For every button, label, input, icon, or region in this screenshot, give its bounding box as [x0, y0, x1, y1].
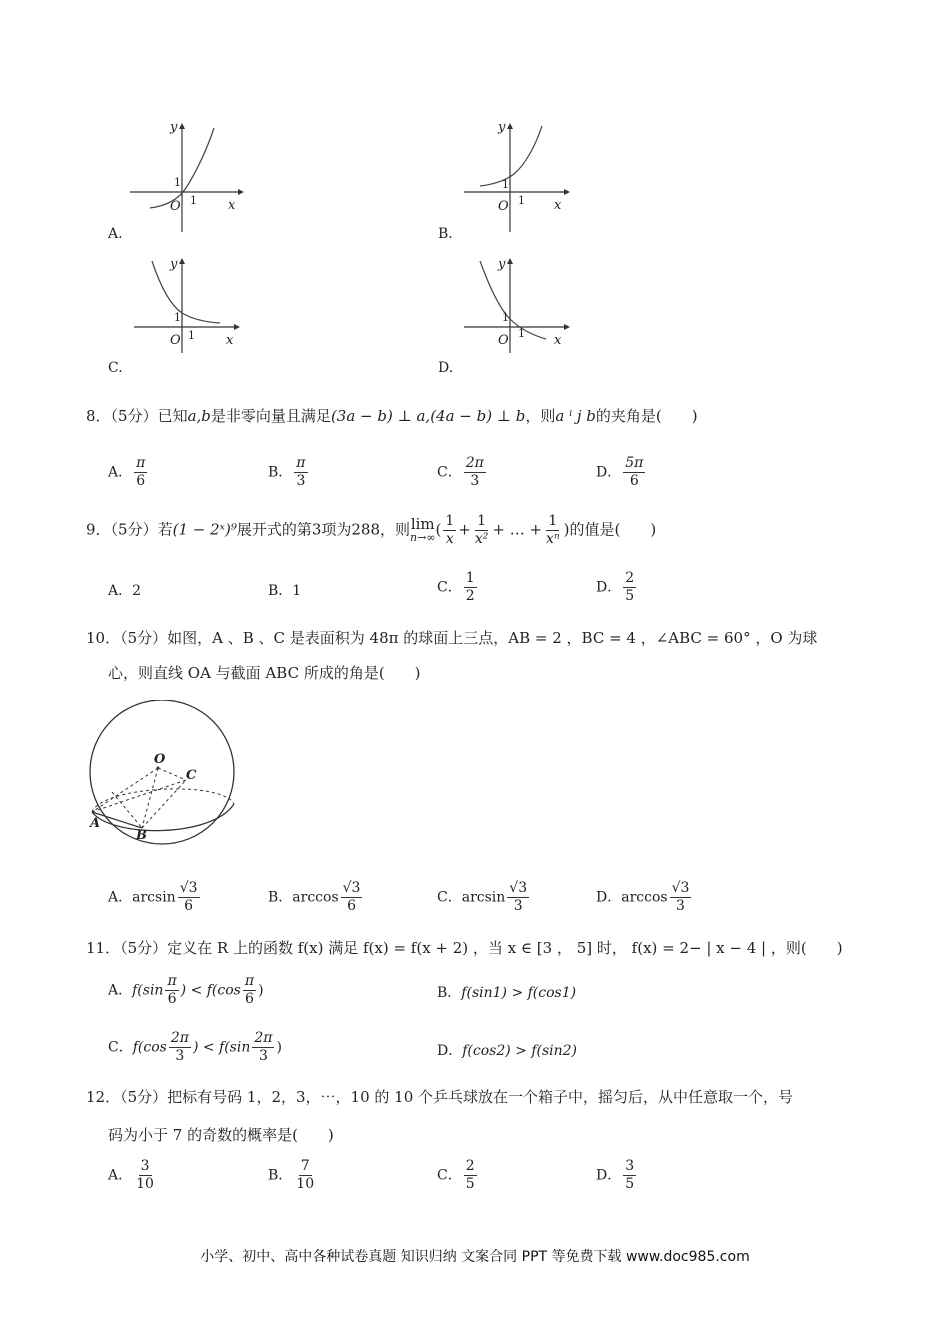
origin-label: O — [498, 333, 509, 348]
x-axis-label: x — [226, 333, 234, 348]
origin-label: O — [498, 199, 509, 214]
y-one-label: 1 — [174, 176, 181, 189]
q10-option-b: B．arccos $\frac{√3}{6}$ — [268, 880, 361, 914]
question-10-line2: 心，则直线 OA 与截面 ABC 所成的角是( ) — [108, 664, 421, 682]
question-12-line1: 12．（5分）把标有号码 1，2，3，⋯，10 的 10 个乒乓球放在一个箱子中，摇匀后，从中任意取一个，号 — [86, 1088, 794, 1106]
y-axis-label: y — [170, 120, 178, 135]
q12-option-c: C． $\frac{2}{5}$ — [437, 1158, 475, 1192]
graph-d — [460, 255, 580, 355]
point-c-label: C — [186, 768, 197, 783]
q12-option-d: D． $\frac{3}{5}$ — [596, 1158, 635, 1192]
point-a-label: A — [90, 816, 101, 831]
point-o-label: O — [154, 752, 166, 767]
sphere-figure — [82, 700, 247, 850]
sphere-diagram — [82, 700, 247, 850]
q10-option-a: A．arcsin $\frac{√3}{6}$ — [108, 880, 198, 914]
question-10-line1: 10．（5分）如图，A 、B 、C 是表面积为 48π 的球面上三点，AB = 2 ，BC = 4 ，∠ABC = 60° ，O 为球 — [86, 629, 818, 647]
graph-b-plot — [460, 120, 580, 235]
graph-a-option-label: A. — [108, 226, 123, 242]
graph-b-option-label: B. — [438, 226, 453, 242]
q12-option-b: B． $\frac{7}{10}$ — [268, 1158, 315, 1192]
fraction: $\frac{5\pi}{6}$ — [625, 455, 644, 489]
q9-expression: (1 − 2ˣ)⁹ — [172, 520, 237, 539]
x-one-label: 1 — [518, 327, 525, 340]
q8-vars2: a ⁱ j b — [555, 407, 596, 425]
x-one-label: 1 — [518, 194, 525, 207]
graph-a-plot — [130, 120, 250, 235]
q10-option-c: C．arcsin $\frac{√3}{3}$ — [437, 880, 528, 914]
y-one-label: 1 — [502, 178, 509, 191]
q8-vars: a,b — [187, 407, 211, 425]
graph-a — [130, 120, 250, 235]
q11-option-a: A．f(sin $\frac{\pi}{6}$ ) < f(cos $\frac{\pi}{6}$ ) — [108, 973, 264, 1007]
question-8 — [86, 405, 698, 426]
q11-option-b: B．f(sin1) > f(cos1) — [437, 985, 577, 1001]
q9-option-c: C． $\frac{1}{2}$ — [437, 570, 475, 604]
origin-label: O — [170, 199, 181, 214]
q8-mid2: ，则 — [525, 407, 556, 425]
q10-option-d: D．arccos $\frac{√3}{3}$ — [596, 880, 690, 914]
graph-c-option-label: C. — [108, 360, 123, 376]
q9-option-a: A．2 — [108, 583, 142, 599]
q8-option-b: B． $\frac{\pi}{3}$ — [268, 455, 306, 489]
x-axis-label: x — [554, 333, 562, 348]
y-one-label: 1 — [502, 311, 509, 324]
y-axis-label: y — [498, 120, 506, 135]
q12-option-a: A． $\frac{3}{10}$ — [108, 1158, 154, 1192]
graph-d-option-label: D. — [438, 360, 454, 376]
question-12-line2: 码为小于 7 的奇数的概率是( ) — [108, 1126, 334, 1144]
q11-option-c: C．f(cos $\frac{2\pi}{3}$ ) < f(sin $\frac{2\pi}{3}$ ) — [108, 1030, 282, 1064]
q8-condition: (3a − b) ⊥ a,(4a − b) ⊥ b — [330, 407, 526, 425]
q8-suffix: 的夹角是( ) — [595, 407, 698, 425]
point-b-label: B — [136, 828, 147, 843]
q8-option-d: D． $\frac{5\pi}{6}$ — [596, 455, 644, 489]
x-axis-label: x — [554, 198, 562, 213]
q8-option-c: C． $\frac{2\pi}{3}$ — [437, 455, 484, 489]
q8-mid: 是非零向量且满足 — [210, 407, 331, 425]
page-footer: 小学、初中、高中各种试卷真题 知识归纳 文案合同 PPT 等免费下载 www.doc985.com — [200, 1249, 750, 1265]
fraction: $\frac{2\pi}{3}$ — [465, 455, 484, 489]
graph-d-plot — [460, 255, 580, 355]
q8-option-a: A． $\frac{\pi}{6}$ — [108, 455, 146, 489]
origin-label: O — [170, 333, 181, 348]
x-one-label: 1 — [190, 194, 197, 207]
q11-option-d: D．f(cos2) > f(sin2) — [437, 1043, 578, 1059]
q9-option-d: D． $\frac{2}{5}$ — [596, 570, 635, 604]
x-one-label: 1 — [188, 329, 195, 342]
y-axis-label: y — [498, 257, 506, 272]
y-axis-label: y — [170, 257, 178, 272]
fraction: $\frac{\pi}{3}$ — [296, 455, 306, 489]
graph-c — [130, 255, 250, 355]
q9-option-b: B．1 — [268, 583, 302, 599]
y-one-label: 1 — [174, 311, 181, 324]
x-axis-label: x — [228, 198, 236, 213]
question-9: 9．（5分）若(1 − 2ˣ)⁹展开式的第3项为288，则 lim n→∞ ( $\frac{1}{x}$ + $\frac{1}{\text{x²}}$ + … + $\frac{1}{\text{xⁿ}}$ )的值是( ) — [86, 513, 657, 547]
q9-lim: lim — [410, 514, 435, 533]
fraction: $\frac{\pi}{6}$ — [136, 455, 146, 489]
question-11: 11．（5分）定义在 R 上的函数 f(x) 满足 f(x) = f(x + 2) ，当 x ∈ [3 ， 5] 时， f(x) = 2− | x − 4 | ，则( ) — [86, 939, 843, 957]
graph-b — [460, 120, 580, 235]
q8-prefix: 8．（5分）已知 — [86, 407, 188, 425]
